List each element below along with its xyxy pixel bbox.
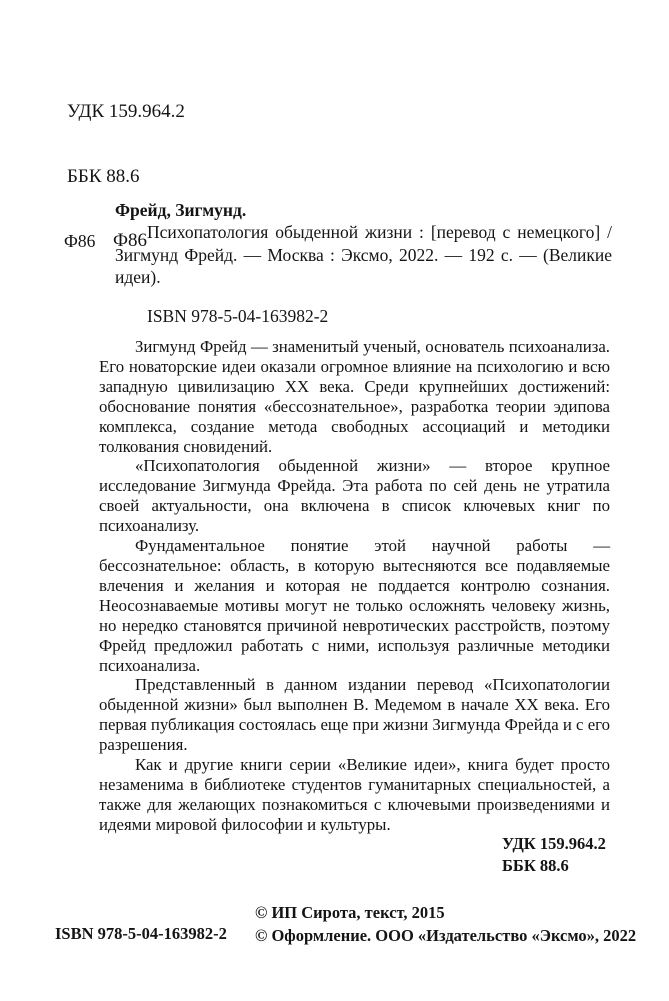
- copyright-line-design: © Оформление. ООО «Издательство «Эксмо», 2022: [255, 926, 637, 945]
- copyright-block: [255, 901, 636, 947]
- footer-catalog-codes: [502, 833, 606, 876]
- annotation-block: [99, 337, 610, 835]
- catalog-isbn: ISBN 978-5-04-163982-2: [147, 306, 329, 327]
- margin-author-code: Ф86: [64, 231, 96, 251]
- footer-udk-code: УДК 159.964.2: [502, 834, 606, 853]
- footer-bbk-code: ББК 88.6: [502, 855, 569, 875]
- imprint-isbn: ISBN 978-5-04-163982-2: [55, 924, 227, 943]
- annotation-paragraph: Фундаментальное понятие этой научной работы — бессознательное: область, в которую вытесняются все подавляемые влечения и желания и которая не поддается контролю сознания. Неосознаваемые мотивы могут не только осложнять человеку жизнь, но нередко становятся причиной невротических расстройств, поэтому Фрейд предложил работать с ними, используя различные методики психоанализа.: [99, 536, 610, 675]
- bibliographic-description: Психопатология обыденной жизни : [перевод с немецкого] / Зигмунд Фрейд. — Москва : Эксмо, 2022. — 192 с. — (Великие идеи).: [115, 222, 612, 287]
- author-heading: Фрейд, Зигмунд.: [115, 200, 247, 220]
- catalog-card: [115, 199, 612, 327]
- annotation-paragraph: Как и другие книги серии «Великие идеи», книга будет просто незаменима в библиотеке студентов гуманитарных специальностей, а также для желающих познакомиться с ключевыми произведениями и идеями мировой философии и культуры.: [99, 755, 610, 834]
- header-author-code: Ф86: [113, 230, 148, 251]
- annotation-paragraph: Зигмунд Фрейд — знаменитый ученый, основатель психоанализа. Его новаторские идеи оказали огромное влияние на психологию и всю западную цивилизацию XX века. Среди крупнейших достижений: обоснование понятия «бессознательное», разработка теории эдипова комплекса, создание метода свободных ассоциаций и методики толкования сновидений.: [99, 337, 610, 456]
- copyright-line-text: © ИП Сирота, текст, 2015: [255, 903, 445, 922]
- header-udk-code: УДК 159.964.2: [67, 101, 185, 122]
- header-bbk-code: ББК 88.6: [67, 165, 140, 187]
- annotation-paragraph: Представленный в данном издании перевод «Психопатологии обыденной жизни» был выполнен В. Медемом в начале XX века. Его первая публикация состоялась еще при жизни Зигмунда Фрейда и с его разрешения.: [99, 675, 610, 755]
- annotation-paragraph: «Психопатология обыденной жизни» — второе крупное исследование Зигмунда Фрейда. Эта работа по сей день не утратила своей актуальности, она включена в список ключевых книг по психоанализу.: [99, 456, 610, 536]
